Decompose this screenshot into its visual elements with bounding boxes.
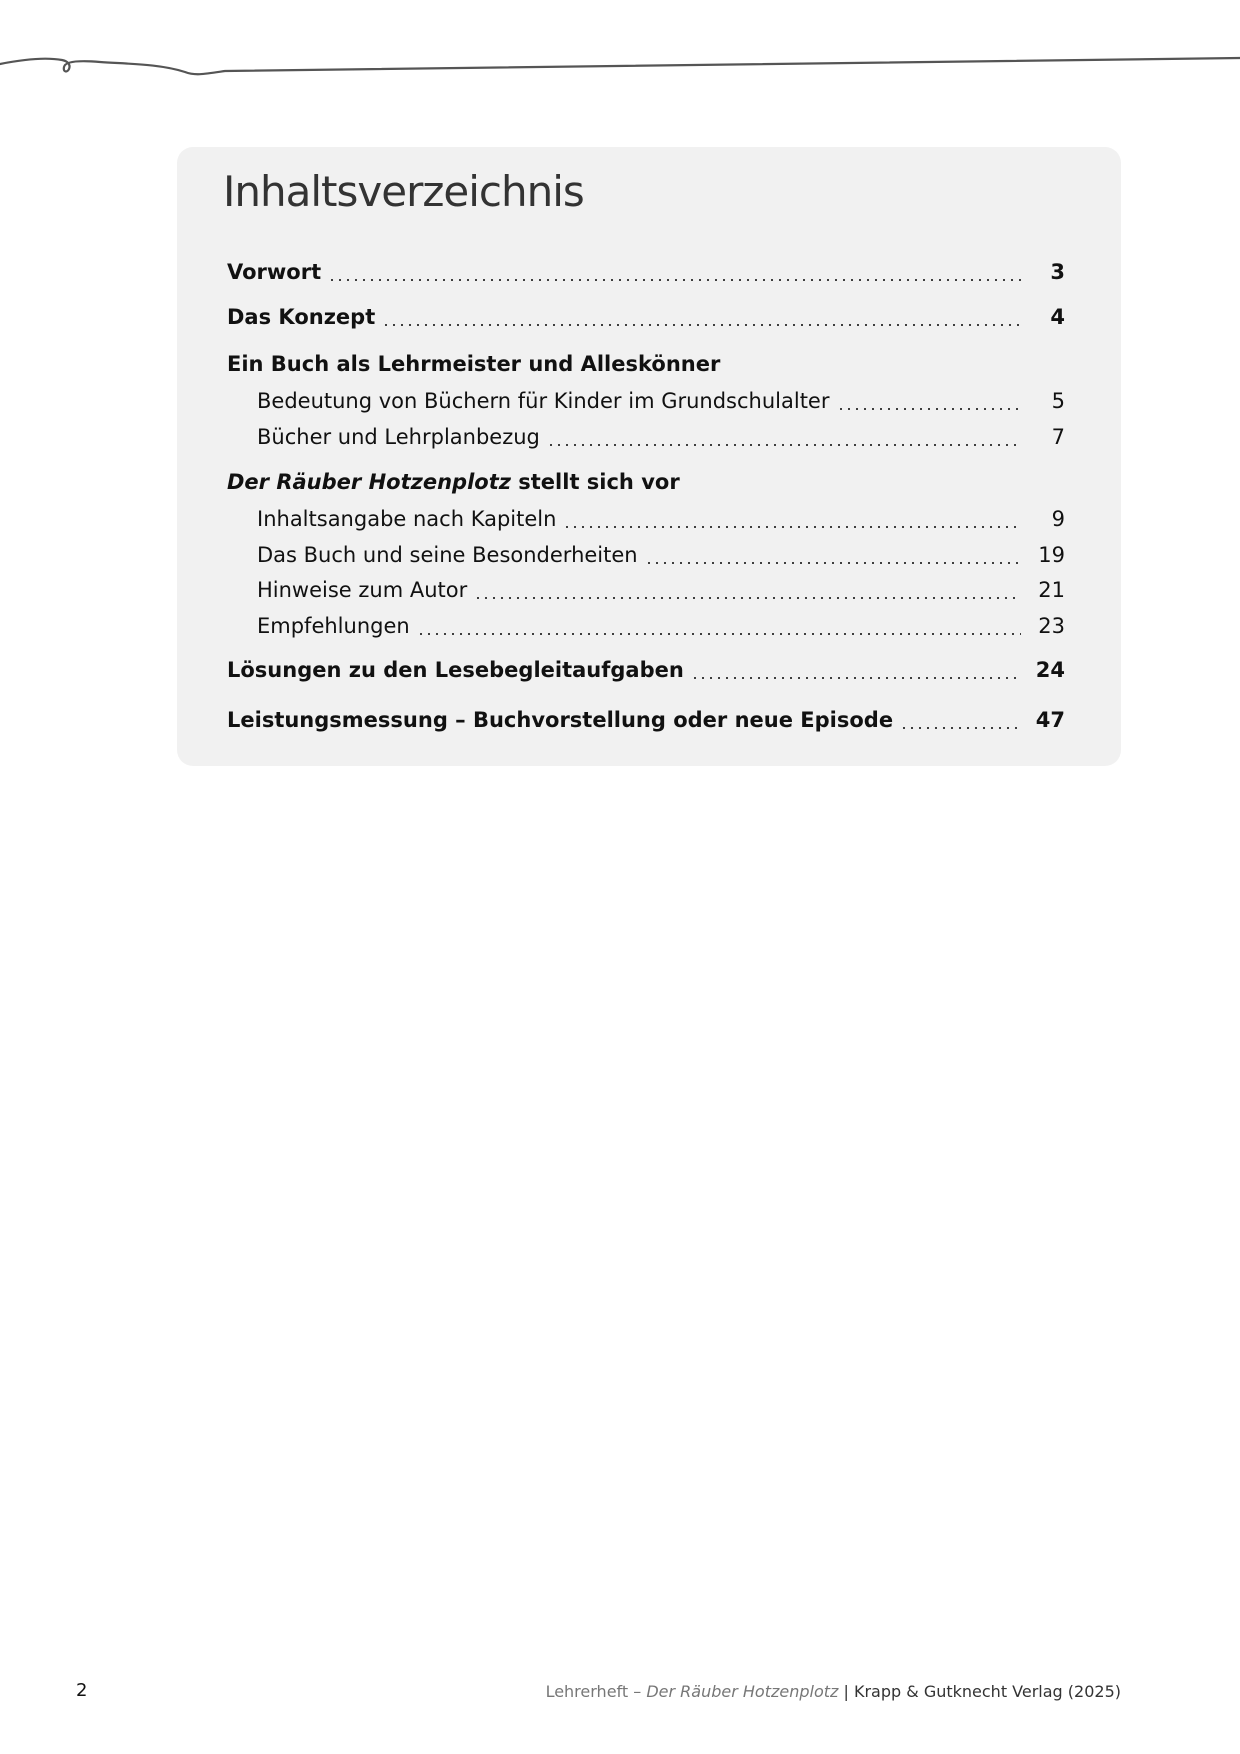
- toc-heading-label: Ein Buch als Lehrmeister und Alleskönner: [227, 352, 721, 376]
- toc-entry-label: Vorwort: [227, 260, 322, 284]
- decorative-top-line: [0, 0, 1240, 90]
- toc-page-number: 7: [1051, 425, 1065, 449]
- toc-section-heading-ein-buch[interactable]: [227, 347, 720, 381]
- dot-leader: [900, 727, 1021, 729]
- toc-page-number: 4: [1050, 305, 1065, 329]
- table-of-contents: [177, 147, 1121, 766]
- dot-leader: [645, 562, 1021, 564]
- toc-entry-buecher-und-lehrplanbezug[interactable]: [257, 420, 1065, 454]
- dot-leader: [691, 677, 1021, 679]
- toc-page-number: 47: [1035, 708, 1065, 732]
- toc-page-number: 23: [1038, 614, 1065, 638]
- toc-entry-label: Das Konzept: [227, 305, 376, 329]
- footer-series: Lehrerheft –: [545, 1682, 647, 1701]
- toc-page-number: 19: [1038, 543, 1065, 567]
- toc-entry-leistungsmessung[interactable]: [227, 703, 1065, 737]
- toc-entry-besonderheiten[interactable]: [257, 538, 1065, 572]
- toc-entry-label: Bücher und Lehrplanbezug: [257, 425, 540, 449]
- toc-section-heading-hotzenplotz[interactable]: [227, 465, 680, 499]
- toc-entry-label: Bedeutung von Büchern für Kinder im Grundschulalter: [257, 389, 830, 413]
- book-title-italic: Der Räuber Hotzenplotz: [227, 470, 511, 494]
- footer-book-title: Der Räuber Hotzenplotz: [646, 1682, 839, 1701]
- toc-page-number: 3: [1050, 260, 1065, 284]
- dot-leader: [837, 408, 1022, 410]
- toc-entry-bedeutung-von-buechern[interactable]: [257, 384, 1065, 418]
- footer-credit: [546, 1682, 1121, 1701]
- toc-heading-label: stellt sich vor: [510, 470, 680, 494]
- toc-page-number: 21: [1038, 578, 1065, 602]
- toc-entry-loesungen[interactable]: [227, 653, 1065, 687]
- dot-leader: [547, 444, 1021, 446]
- toc-entry-das-konzept[interactable]: [227, 300, 1065, 334]
- dot-leader: [417, 633, 1021, 635]
- toc-entry-empfehlungen[interactable]: [257, 609, 1065, 643]
- dot-leader: [474, 597, 1021, 599]
- toc-entry-label: Das Buch und seine Besonderheiten: [257, 543, 638, 567]
- toc-page-number: 9: [1051, 507, 1065, 531]
- toc-entry-hinweise-zum-autor[interactable]: [257, 573, 1065, 607]
- toc-entry-inhaltsangabe[interactable]: [257, 502, 1065, 536]
- toc-entry-label: Lösungen zu den Lesebegleitaufgaben: [227, 658, 684, 682]
- dot-leader: [563, 526, 1021, 528]
- footer-page-number: 2: [76, 1680, 88, 1701]
- toc-entry-vorwort[interactable]: [227, 255, 1065, 289]
- toc-entry-label: Inhaltsangabe nach Kapiteln: [257, 507, 557, 531]
- toc-entry-label: Leistungsmessung – Buchvorstellung oder neue Episode: [227, 708, 894, 732]
- footer-publisher: | Krapp & Gutknecht Verlag (2025): [838, 1682, 1121, 1701]
- toc-page-number: 5: [1051, 389, 1065, 413]
- dot-leader: [328, 279, 1021, 281]
- toc-entry-label: Empfehlungen: [257, 614, 410, 638]
- toc-title: Inhaltsverzeichnis: [223, 167, 584, 216]
- toc-entry-label: Hinweise zum Autor: [257, 578, 468, 602]
- toc-page-number: 24: [1035, 658, 1065, 682]
- dot-leader: [382, 324, 1021, 326]
